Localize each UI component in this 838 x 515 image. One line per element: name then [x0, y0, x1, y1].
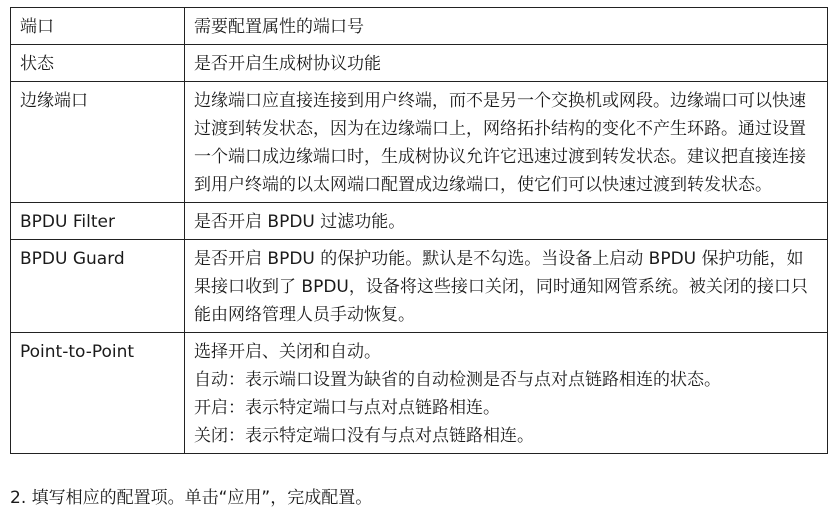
param-description — [185, 82, 828, 203]
description-line: 关闭：表示特定端口没有与点对点链路相连。 — [194, 426, 534, 446]
table-row — [11, 203, 828, 240]
param-name: 端口 — [11, 8, 185, 45]
table-row — [11, 45, 828, 82]
description-line: 选择开启、关闭和自动。 — [194, 342, 381, 362]
param-description — [185, 240, 828, 333]
description-line: 自动：表示端口设置为缺省的自动检测是否与点对点链路相连的状态。 — [194, 370, 721, 390]
param-description — [185, 45, 828, 82]
table-row — [11, 82, 828, 203]
description-line: 开启：表示特定端口与点对点链路相连。 — [194, 398, 500, 418]
description-line: 是否开启生成树协议功能 — [194, 54, 381, 74]
table-row — [11, 333, 828, 454]
param-description — [185, 8, 828, 45]
port-settings-table — [10, 7, 828, 454]
param-description — [185, 203, 828, 240]
param-name: 边缘端口 — [11, 82, 185, 203]
param-description — [185, 333, 828, 454]
param-name: BPDU Filter — [11, 203, 185, 240]
instruction-step: 2. 填写相应的配置项。单击“应用”，完成配置。 — [10, 488, 373, 508]
description-line: 是否开启 BPDU 过滤功能。 — [194, 212, 406, 232]
description-line: 边缘端口应直接连接到用户终端，而不是另一个交换机或网段。边缘端口可以快速过渡到转发状态，因为在边缘端口上，网络拓扑结构的变化不产生环路。通过设置一个端口成边缘端口时，生成树协议允许它迅速过渡到转发状态。建议把直接连接到用户终端的以太网端口配置成边缘端口，使它们可以快速过渡到转发状态。 — [194, 91, 806, 195]
table-row — [11, 240, 828, 333]
param-name: Point-to-Point — [11, 333, 185, 454]
description-line: 是否开启 BPDU 的保护功能。默认是不勾选。当设备上启动 BPDU 保护功能，如果接口收到了 BPDU，设备将这些接口关闭，同时通知网管系统。被关闭的接口只能由网络管理人员手动恢复。 — [194, 249, 808, 325]
description-line: 需要配置属性的端口号 — [194, 17, 364, 37]
table-row — [11, 8, 828, 45]
param-name: BPDU Guard — [11, 240, 185, 333]
param-name: 状态 — [11, 45, 185, 82]
